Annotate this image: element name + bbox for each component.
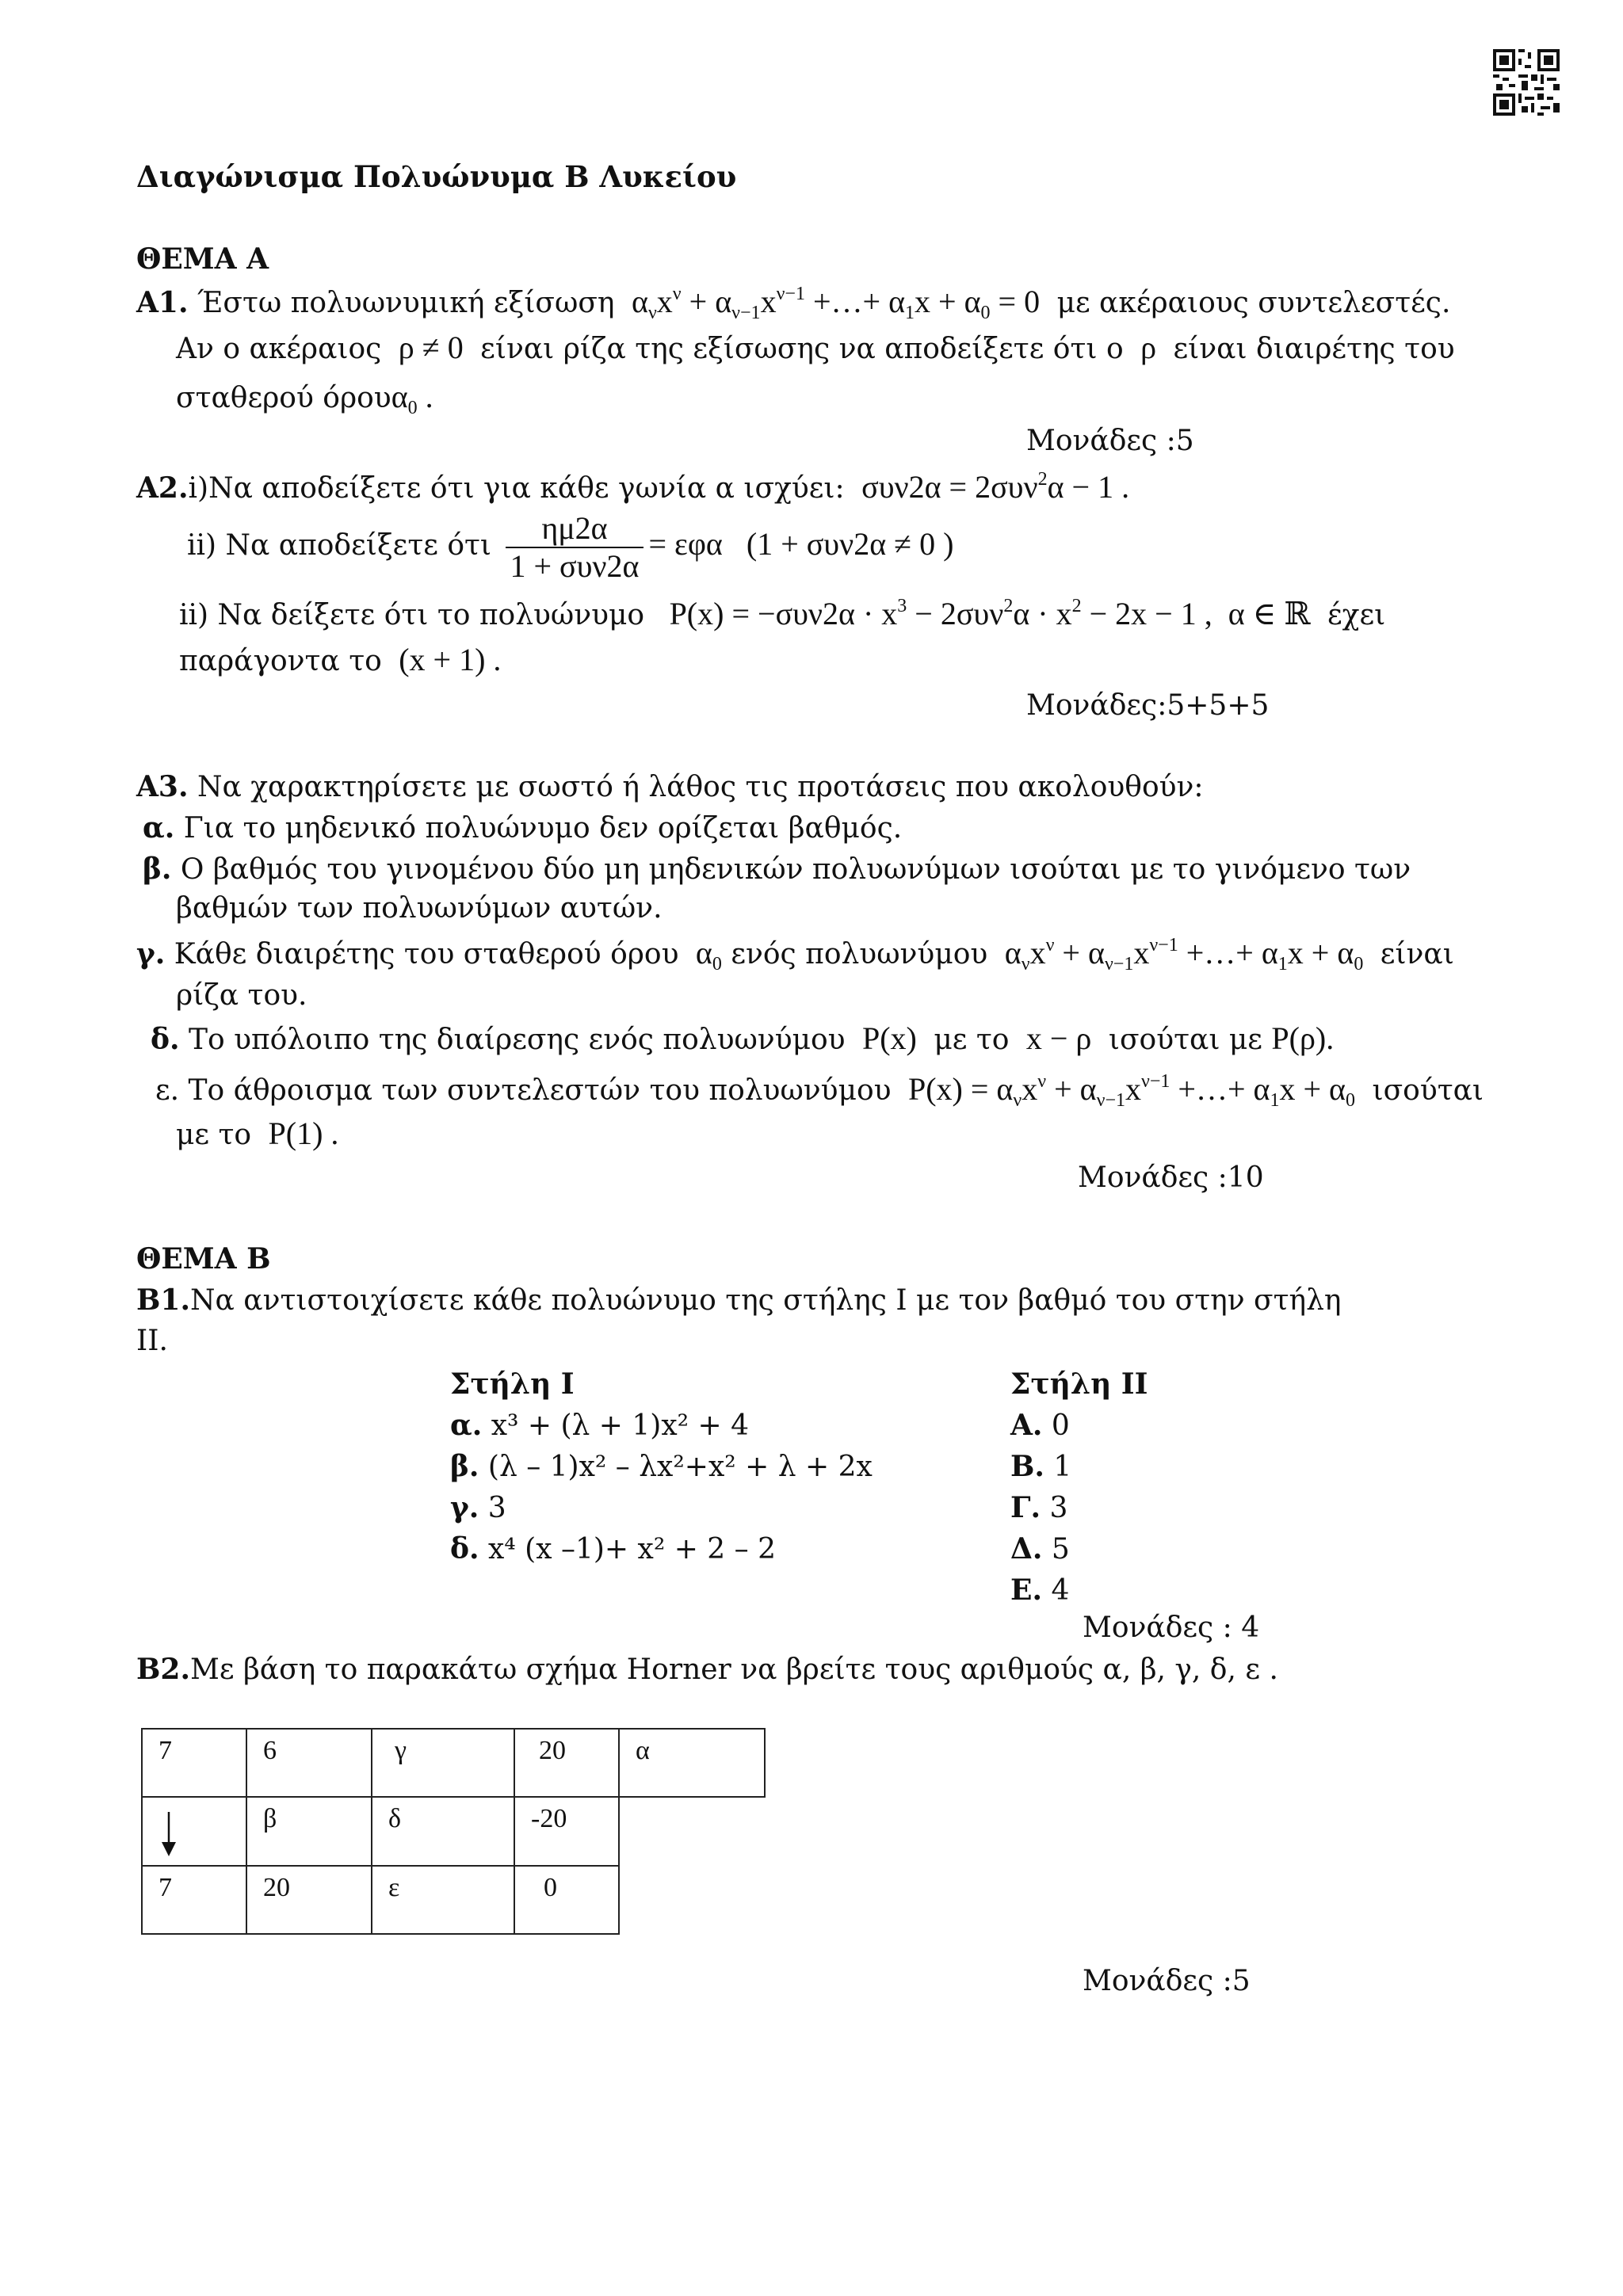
a3-gamma <box>136 935 1454 973</box>
col2-item-c <box>1010 1489 1067 1527</box>
a3-gamma-mid: ενός πολυωνύμου <box>731 938 988 971</box>
a3-epsilon2-text: με το <box>176 1119 252 1151</box>
col1-item-delta <box>450 1531 776 1568</box>
a2-points: Μονάδες:5+5+5 <box>1026 689 1270 722</box>
a2-label: Α2. <box>136 471 189 505</box>
table-cell: 20 <box>514 1729 619 1797</box>
a3-alpha-text: Για το μηδενικό πολυώνυμο δεν ορίζεται βαθμός. <box>183 812 903 845</box>
a1-text: Έστω πολυωνυμική εξίσωση <box>197 287 615 319</box>
table-row <box>142 1866 765 1934</box>
a1-line2-start: Αν ο ακέραιος <box>176 333 382 365</box>
a2-line-i <box>136 469 1129 507</box>
table-cell: 6 <box>246 1729 372 1797</box>
a3-delta-label: δ. <box>151 1023 180 1056</box>
epsilon-polynomial: $P(x) = \alpha_\nu x^\nu + \alpha_{\nu-1}x^{\nu-1}$ +…+ $\alpha_1x + \alpha_0$ <box>899 1071 1355 1111</box>
col1-item-beta <box>450 1448 873 1486</box>
a3-beta-2: βαθμών των πολυωνύμων αυτών. <box>176 892 663 925</box>
a3-gamma-end: είναι <box>1380 938 1454 971</box>
page-title: Διαγώνισμα Πολυώνυμα Β Λυκείου <box>136 159 737 194</box>
col2-item-text: 1 <box>1053 1451 1072 1483</box>
col1-item-label: δ. <box>450 1532 479 1566</box>
col2-item-label: Δ. <box>1010 1532 1043 1566</box>
col2-item-label: Γ. <box>1010 1491 1041 1524</box>
b1-points: Μονάδες : 4 <box>1083 1611 1260 1644</box>
a3-gamma-label: γ. <box>136 937 166 971</box>
col2-item-d <box>1010 1531 1070 1568</box>
qr-code-icon <box>1493 49 1560 116</box>
a3-intro-text: Να χαρακτηρίσετε με σωστό ή λάθος τις προτάσεις που ακολουθούν: <box>197 771 1204 803</box>
a2-line-iii-2 <box>179 642 501 680</box>
col2-item-b <box>1010 1448 1071 1486</box>
b2-points: Μονάδες :5 <box>1083 1965 1251 1997</box>
a2-iii-polynomial: $P(x) = -\sigma\upsilon\nu 2\alpha \cdot x^3 - 2\sigma\upsilon\nu^2\alpha \cdot x^2 - 2x - 1$ , α ∈ ℝ <box>653 596 1319 631</box>
table-cell: 7 <box>142 1866 246 1934</box>
col2-item-text: 0 <box>1051 1409 1070 1442</box>
col2-item-text: 5 <box>1051 1533 1070 1566</box>
col1-item-text: x³ + (λ + 1)x² + 4 <box>491 1409 750 1442</box>
a3-epsilon-text: Το άθροισμα των συντελεστών του πολυωνύμου <box>188 1074 892 1107</box>
a3-gamma-text: Κάθε διαιρέτης του σταθερού όρου <box>174 938 679 971</box>
a3-delta-end: ισούται με <box>1108 1024 1262 1056</box>
a1-line3-text: σταθερού όρου <box>176 382 391 414</box>
col2-item-a <box>1010 1407 1070 1444</box>
b1-line-2: ΙΙ. <box>136 1325 168 1357</box>
column-1-header: Στήλη Ι <box>450 1367 575 1401</box>
col1-item-label: β. <box>450 1450 479 1483</box>
table-cell: ε <box>372 1866 514 1934</box>
a3-beta-text: Ο βαθμός του γινομένου δύο μη μηδενικών πολυωνύμων ισούται με το γινόμενο των <box>180 853 1411 886</box>
table-cell: 7 <box>142 1729 246 1797</box>
epsilon-p1: P(1) . <box>260 1116 339 1151</box>
delta-divisor: x − ρ <box>1018 1020 1100 1056</box>
a3-epsilon <box>155 1071 1484 1109</box>
gamma-polynomial: $\alpha_\nu x^\nu + \alpha_{\nu-1}x^{\nu-1}$ +…+ $\alpha_1x + \alpha_0$ <box>996 935 1364 974</box>
a1-label: Α1. <box>136 286 189 319</box>
a2-fraction: $\frac{\eta\mu 2\alpha}{\text{1 + συν2α}}$ <box>506 510 644 585</box>
a2-iii-end: έχει <box>1327 599 1386 631</box>
rho-ne-zero: ρ ≠ 0 <box>390 330 472 365</box>
a2-iii-line2-text: παράγοντα το <box>179 645 382 677</box>
a2-factor: (x + 1) . <box>391 642 502 677</box>
theme-a-heading: ΘΕΜΑ Α <box>136 242 269 276</box>
table-cell <box>142 1797 246 1866</box>
table-row <box>142 1797 765 1866</box>
col1-item-gamma <box>450 1489 506 1527</box>
a2-line-ii <box>187 510 953 585</box>
a1-line-2 <box>176 330 1455 368</box>
col2-item-text: 3 <box>1049 1492 1068 1524</box>
col2-item-label: Α. <box>1010 1409 1043 1442</box>
col1-item-label: α. <box>450 1409 483 1442</box>
col1-item-text: x⁴ (x –1)+ x² + 2 – 2 <box>488 1533 777 1566</box>
b1-line-1 <box>136 1282 1341 1319</box>
b2-line <box>136 1651 1278 1688</box>
a3-delta <box>151 1020 1334 1058</box>
a3-delta-mid: με το <box>934 1024 1010 1056</box>
table-cell: -20 <box>514 1797 619 1866</box>
table-cell: 20 <box>246 1866 372 1934</box>
a3-gamma-2: ρίζα του. <box>176 979 307 1012</box>
delta-p-rho: P(ρ). <box>1271 1020 1335 1056</box>
a1-equation: $\alpha_\nu x^\nu + \alpha_{\nu-1}x^{\nu-1}$ +…+ $\alpha_1x + \alpha_0 = 0$ <box>623 284 1048 323</box>
theme-b-heading: ΘΕΜΑ Β <box>136 1242 271 1276</box>
gamma-alpha-zero: $\alpha_0$ <box>687 935 722 974</box>
a2-i-equation: συν2α = 2συν$^2$α − 1 . <box>854 469 1130 505</box>
a3-intro <box>136 769 1204 806</box>
col2-item-text: 4 <box>1051 1574 1070 1607</box>
col2-item-e <box>1010 1572 1069 1609</box>
table-cell-empty <box>619 1866 765 1934</box>
horner-table <box>141 1728 766 1935</box>
table-cell: α <box>619 1729 765 1797</box>
a2-i-text: i)Να αποδείξετε ότι για κάθε γωνία α ισχύει: <box>188 472 845 505</box>
column-2-header: Στήλη ΙΙ <box>1010 1367 1148 1401</box>
a2-line-iii <box>179 596 1385 634</box>
table-cell: δ <box>372 1797 514 1866</box>
col1-item-text: (λ – 1)x² – λx²+x² + λ + 2x <box>487 1451 873 1483</box>
table-cell: γ <box>372 1729 514 1797</box>
col2-item-label: Β. <box>1010 1450 1044 1483</box>
a3-epsilon-2 <box>176 1116 338 1154</box>
alpha-zero: $\alpha_0$ . <box>391 379 433 418</box>
a1-line2-end: είναι διαιρέτης του <box>1173 333 1455 365</box>
table-row <box>142 1729 765 1797</box>
table-cell: β <box>246 1797 372 1866</box>
a3-points: Μονάδες :10 <box>1078 1161 1264 1194</box>
a1-line2-mid: είναι ρίζα της εξίσωσης να αποδείξετε ότι ο <box>480 333 1124 365</box>
a3-alpha-label: α. <box>143 811 175 845</box>
col2-item-label: Ε. <box>1010 1573 1042 1607</box>
delta-px: P(x) <box>854 1020 925 1056</box>
a3-epsilon-label: ε. <box>155 1074 180 1107</box>
a3-epsilon-end: ισούται <box>1372 1074 1484 1107</box>
a2-ii-equation: = εφα (1 + συν2α ≠ 0 ) <box>648 526 954 562</box>
a3-beta-label: β. <box>143 852 172 886</box>
col1-item-alpha <box>450 1407 749 1444</box>
a3-label: Α3. <box>136 770 189 803</box>
b1-text: Να αντιστοιχίσετε κάθε πολυώνυμο της στήλης Ι με τον βαθμό του στην στήλη <box>190 1284 1342 1317</box>
rho-symbol: ρ <box>1132 330 1165 365</box>
a3-beta <box>143 851 1411 888</box>
col1-item-label: γ. <box>450 1491 479 1524</box>
col1-item-text: 3 <box>487 1492 506 1524</box>
a1-line-1 <box>136 284 1450 322</box>
a3-alpha <box>143 810 902 847</box>
a1-line-3 <box>176 379 433 417</box>
a2-ii-text: ii) Να αποδείξετε ότι <box>187 529 492 562</box>
down-arrow-icon <box>158 1810 179 1858</box>
b2-text: Με βάση το παρακάτω σχήμα Horner να βρείτε τους αριθμούς α, β, γ, δ, ε . <box>190 1653 1278 1686</box>
a1-points: Μονάδες :5 <box>1026 425 1194 457</box>
a2-iii-text: ii) Να δείξετε ότι το πολυώνυμο <box>179 599 645 631</box>
a1-text-end: με ακέραιους συντελεστές. <box>1056 287 1451 319</box>
table-cell-empty <box>619 1797 765 1866</box>
a3-delta-text: Το υπόλοιπο της διαίρεσης ενός πολυωνύμου <box>189 1024 846 1056</box>
b1-label: Β1. <box>136 1283 191 1317</box>
table-cell: 0 <box>514 1866 619 1934</box>
b2-label: Β2. <box>136 1653 191 1686</box>
